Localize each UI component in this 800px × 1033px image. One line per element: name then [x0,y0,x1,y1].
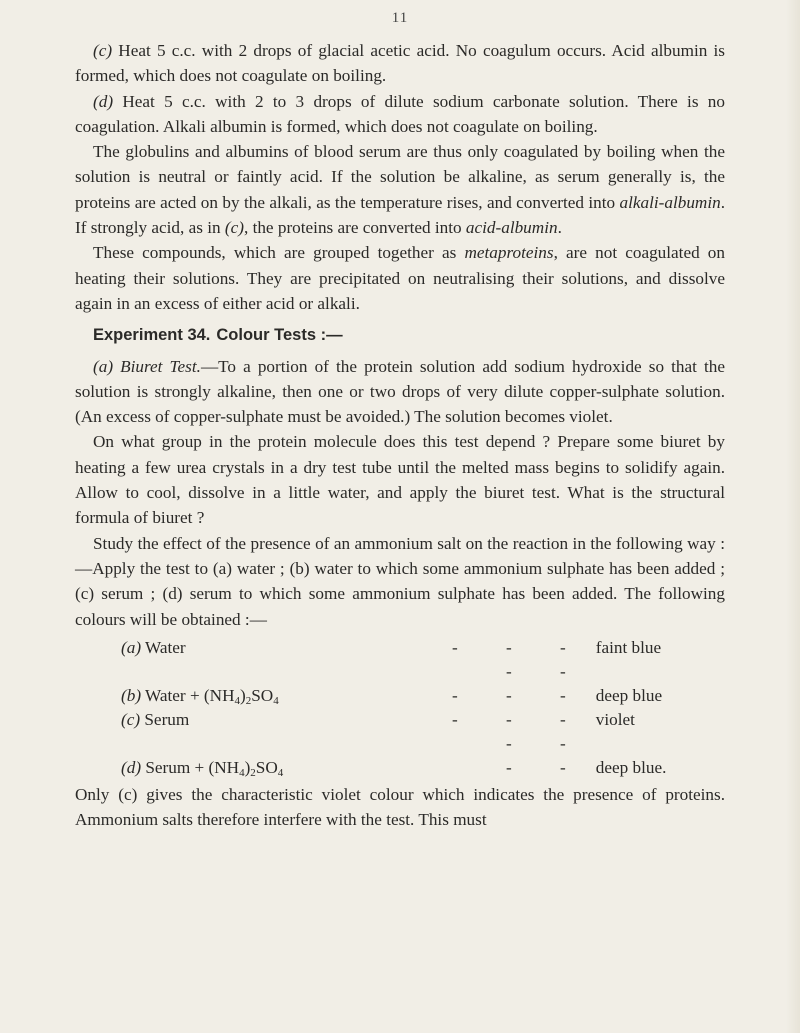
paragraph-group: On what group in the protein molecule does this test depend ? Prepare some biuret by heating a few urea crystals in a dry test tube until the melted mass begins to solidify again. Allow to cool, dissolve in a little water, and apply the biuret test. What is the structural formula of biuret ? [75,432,725,528]
text-run: . If strongly acid, as in [75,192,725,238]
text-run: The globulins and albumins of blood serum are thus only coagulated by boiling when the solution is neutral or faintly acid. If the solution be alkaline, as serum generally is, the proteins are acted on by the alkali, as the temperature rises, and converted into [75,142,725,212]
row-colour: deep blue. [595,757,667,777]
row-sample [121,708,409,756]
paragraph-metaproteins [75,240,725,316]
row-sample-name: Water [145,637,186,657]
paragraph-globulins [75,139,725,240]
row-sample [121,636,409,684]
row-key: (a) [121,637,142,657]
page-number: 11 [391,10,409,26]
experiment-heading [93,323,725,348]
term-alkali-albumin: alkali-albumin [619,192,721,212]
row-sample [121,756,409,780]
row-dashes: - - - - - [452,709,588,753]
row-colour: faint blue [595,637,662,657]
row-sample-name: Serum [144,709,190,729]
paragraph-d [75,89,725,140]
row-dashes: - - - [452,685,588,705]
paragraph-only: Only (c) gives the characteristic violet colour which indicates the presence of proteins. Ammonium salts therefore interfere with the test. This must [75,784,725,830]
row-dashes: - - [506,757,588,777]
biuret-label: (a) Biuret Test. [93,356,201,376]
colour-row [121,708,725,756]
row-key: (d) [121,757,142,777]
row-key: (c) [121,709,141,729]
text-run: These compounds, which are grouped together as [93,243,465,263]
row-key: (b) [121,685,142,705]
term-metaproteins: metaproteins [464,243,554,263]
term-acid-albumin: acid-albumin [465,218,558,238]
experiment-subtitle: Colour Tests :— [216,326,343,345]
row-sample-name: Serum + $(NH_4)_2SO_4$ [145,757,284,779]
page-edge-shadow [786,0,800,1033]
text-run: . [557,218,562,238]
paragraph-study: Study the effect of the presence of an ammonium salt on the reaction in the following way :—Apply the test to (a) water ; (b) water to which some ammonium sulphate has been added ; (c) serum ; (d) serum to which some ammonium sulphate has been added. The following colours will be obtained :— [75,533,725,629]
page-body [75,38,725,832]
text-run: , are not coagulated on heating their solutions. They are precipitated on neutralising their solutions, and dissolve again in an excess of either acid or alkali. [75,243,725,313]
ref-c: (c) [224,218,244,238]
paragraph-text: Heat 5 c.c. with 2 to 3 drops of dilute sodium carbonate solution. There is no coagulation. Alkali albumin is formed, which does not coagulate on boiling. [75,91,725,136]
text-run: , the proteins are converted into [243,218,466,238]
row-colour: violet [595,709,635,729]
colour-row [121,756,725,780]
experiment-title: Experiment 34. [93,326,211,345]
row-dashes: - - - - - [452,637,588,681]
paragraph-text: Heat 5 c.c. with 2 drops of glacial acetic acid. No coagulum occurs. Acid albumin is formed, which does not coagulate on boiling. [75,41,725,86]
colour-row [121,636,725,684]
item-label: (d) [93,91,114,111]
paragraph-biuret [75,354,725,430]
row-sample [121,684,409,708]
colour-results-table [121,636,725,780]
colour-row [121,684,725,708]
item-label: (c) [93,41,113,60]
paragraph-text: —To a portion of the protein solution add sodium hydroxide so that the solution is strongly alkaline, then one or two drops of very dilute copper-sulphate solution. (An excess of copper-sulphate must be avoided.) The solution becomes violet. [75,356,726,427]
row-sample-name: Water + $(NH_4)_2SO_4$ [145,685,279,707]
row-colour: deep blue [595,685,663,705]
paragraph-c [75,38,725,89]
